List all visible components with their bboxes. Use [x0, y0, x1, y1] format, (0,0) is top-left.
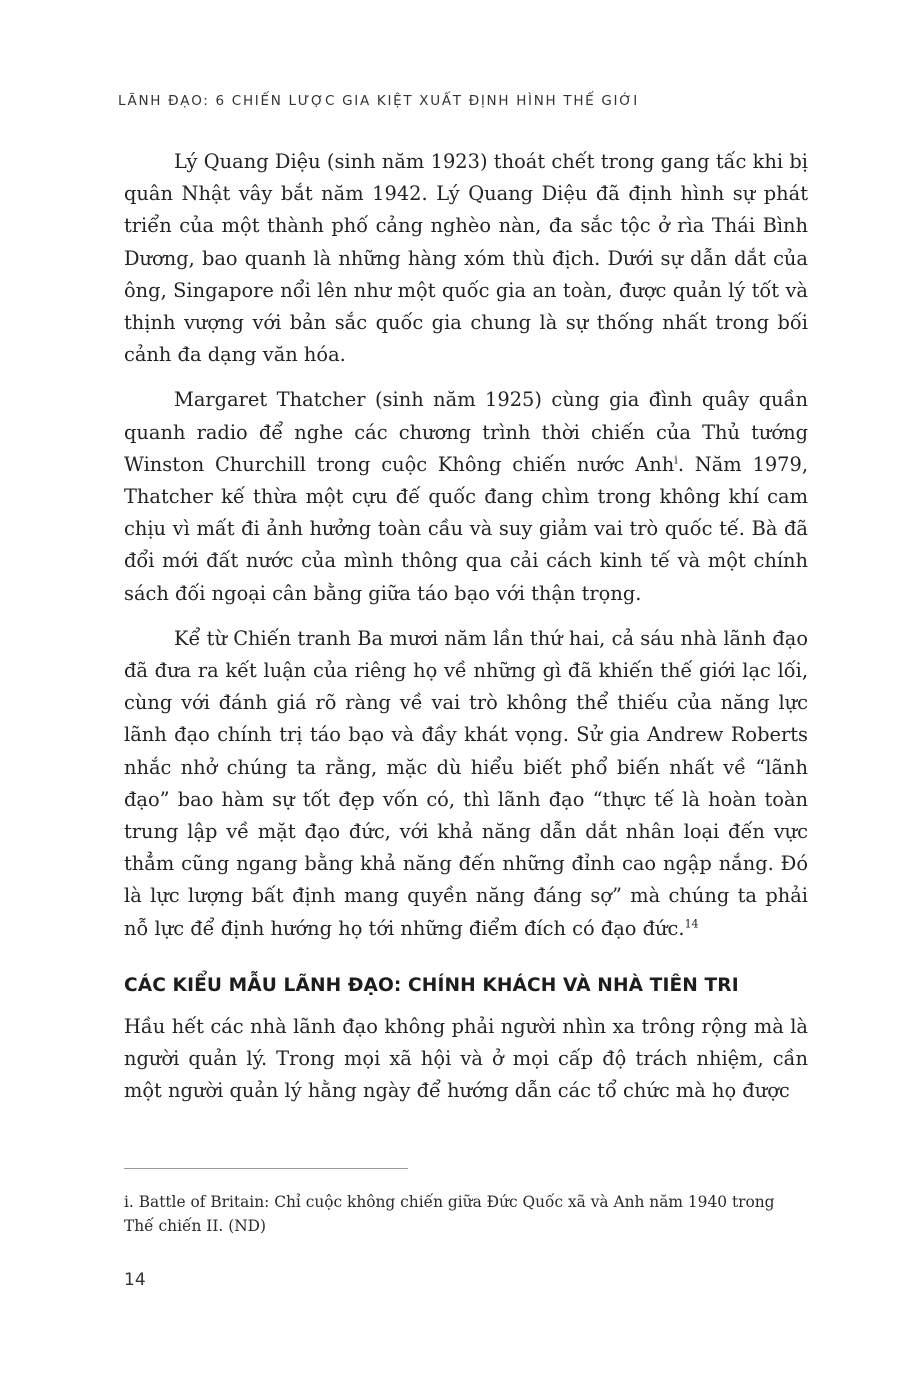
running-header: LÃNH ĐẠO: 6 CHIẾN LƯỢC GIA KIỆT XUẤT ĐỊNH HÌNH THẾ GIỚI — [118, 93, 639, 109]
paragraph-thatcher-part-1: Margaret Thatcher (sinh năm 1925) cùng gia đình quây quần quanh radio để nghe các chương trình thời chiến của Thủ tướng Winston Churchill trong cuộc Không chiến nước Anh — [124, 388, 808, 476]
footnote-marker-i[interactable]: i — [674, 453, 678, 467]
endnote-marker-14[interactable]: 14 — [684, 917, 699, 931]
footnote-battle-of-britain: i. Battle of Britain: Chỉ cuộc không chiến giữa Đức Quốc xã và Anh năm 1940 trong Thế chiến II. (ND) — [124, 1193, 775, 1235]
page-number: 14 — [124, 1270, 146, 1290]
section-heading: CÁC KIỂU MẪU LÃNH ĐẠO: CHÍNH KHÁCH VÀ NHÀ TIÊN TRI — [124, 974, 739, 996]
body-text — [124, 146, 808, 1120]
paragraph-leaders-managers: Hầu hết các nhà lãnh đạo không phải người nhìn xa trông rộng mà là người quản lý. Trong mọi xã hội và ở mọi cấp độ trách nhiệm, cần một người quản lý hằng ngày để hướng dẫn các tổ chức mà họ được — [124, 1014, 808, 1103]
paragraph-margaret-thatcher — [124, 384, 808, 609]
footnote-divider — [124, 1168, 408, 1169]
paragraph-roberts-text: Kể từ Chiến tranh Ba mươi năm lần thứ hai, cả sáu nhà lãnh đạo đã đưa ra kết luận của riêng họ về những gì đã khiến thế giới lạc lối, cùng với đánh giá rõ ràng về vai trò không thể thiếu của năng lực lãnh đạo chính trị táo bạo và đầy khát vọng. Sử gia Andrew Roberts nhắc nhở chúng ta rằng, mặc dù hiểu biết phổ biến nhất về “lãnh đạo” bao hàm sự tốt đẹp vốn có, thì lãnh đạo “thực tế là hoàn toàn trung lập về mặt đạo đức, với khả năng dẫn dắt nhân loại đến vực thẳm cũng ngang bằng khả năng đến những đỉnh cao ngập nắng. Đó là lực lượng bất định mang quyền năng đáng sợ” mà chúng ta phải nỗ lực để định hướng họ tới những điểm đích có đạo đức. — [124, 626, 808, 940]
paragraph-andrew-roberts — [124, 623, 808, 945]
paragraph-thatcher-part-2: . Năm 1979, Thatcher kế thừa một cựu đế quốc đang chìm trong không khí cam chịu vì mất đi ảnh hưởng toàn cầu và suy giảm vai trò quốc tế. Bà đã đổi mới đất nước của mình thông qua cải cách kinh tế và một chính sách đối ngoại cân bằng giữa táo bạo với thận trọng. — [124, 452, 808, 605]
paragraph-lee-kuan-yew: Lý Quang Diệu (sinh năm 1923) thoát chết trong gang tấc khi bị quân Nhật vây bắt năm 1942. Lý Quang Diệu đã định hình sự phát triển của một thành phố cảng nghèo nàn, đa sắc tộc ở rìa Thái Bình Dương, bao quanh là những hàng xóm thù địch. Dưới sự dẫn dắt của ông, Singapore nổi lên như một quốc gia an toàn, được quản lý tốt và thịnh vượng với bản sắc quốc gia chung là sự thống nhất trong bối cảnh đa dạng văn hóa. — [124, 150, 808, 367]
